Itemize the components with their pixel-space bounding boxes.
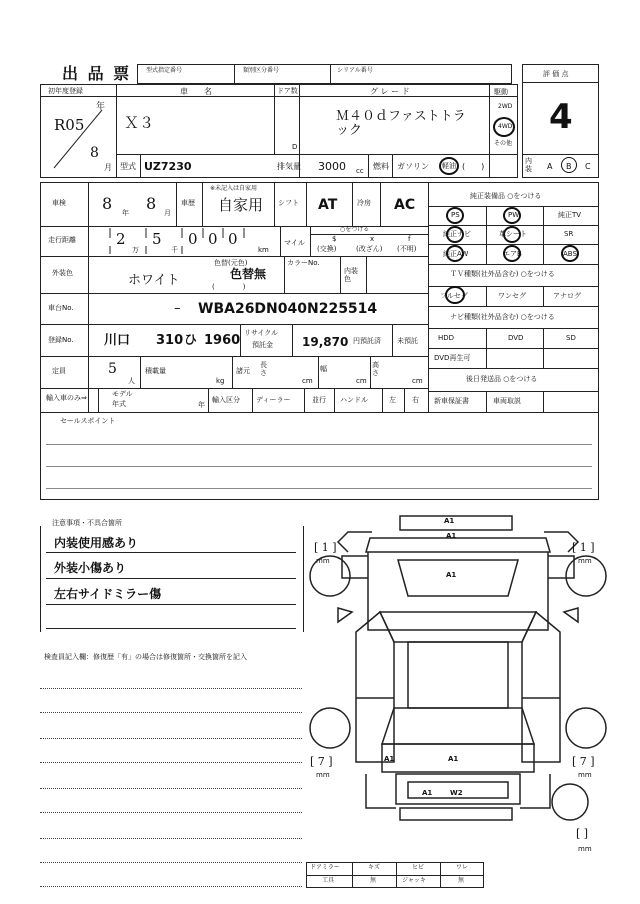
ac-label: 冷房 xyxy=(357,199,371,207)
inspection-label: 車検 xyxy=(52,199,66,207)
interior-b: B xyxy=(566,162,572,171)
legend-cell: ワレ xyxy=(456,864,469,871)
circle-leather xyxy=(503,226,521,243)
reg-class: 310 xyxy=(156,333,184,348)
mark3: f xyxy=(408,235,411,243)
circle-fullseg xyxy=(445,286,465,304)
insp-year-char: 年 xyxy=(122,209,129,217)
handle-label: ハンドル xyxy=(340,396,368,404)
recycle-label1: リサイクル xyxy=(244,329,279,337)
circle-abs xyxy=(561,245,579,262)
grade-label: グ レ ー ド xyxy=(370,87,410,96)
km-char: km xyxy=(258,246,269,254)
later-manual: 車両取説 xyxy=(493,397,521,405)
note-line: 左右サイドミラー傷 xyxy=(54,587,162,601)
tire-rr xyxy=(566,708,606,748)
color-change-label: 色替(元色) xyxy=(214,259,248,267)
tire-rl-depth: [ 7 ] xyxy=(310,755,333,768)
chassis-label: 車台No. xyxy=(48,304,74,312)
damage-label: A1 xyxy=(448,755,459,763)
parallel-option: 並行 xyxy=(312,396,326,404)
note-line: 内装使用感あり xyxy=(54,536,139,550)
mileage-digit: 2 xyxy=(116,230,126,248)
mile-label: マイル xyxy=(284,239,305,247)
first-reg-value: R05 xyxy=(54,116,85,134)
month-char: 月 xyxy=(104,163,112,172)
type-cert-label: 型式指定番号 xyxy=(146,67,183,74)
equip-sr: SR xyxy=(564,230,574,238)
mileage-digit: 5 xyxy=(152,230,162,248)
model-label: 型式 xyxy=(120,162,136,171)
reg-label: 登録No. xyxy=(48,336,74,344)
kg-char: kg xyxy=(216,377,225,385)
tire-fr-value: 1 xyxy=(579,541,587,554)
fuel-label: 燃料 xyxy=(373,162,389,171)
fuel-diesel-circle xyxy=(439,157,459,175)
insp-year: 8 xyxy=(102,194,113,213)
circle-aw xyxy=(446,245,464,262)
grade-line2: ック xyxy=(336,123,363,138)
shift-label: シフト xyxy=(278,199,299,207)
hood xyxy=(398,560,518,596)
color-no-label: カラーNo. xyxy=(287,259,320,267)
circle-ps xyxy=(446,207,464,224)
interior-color-label: 内装色 xyxy=(344,267,358,283)
disp-unit: cc xyxy=(356,167,364,175)
dims-label: 諸元 xyxy=(236,367,250,375)
front-bumper xyxy=(400,516,512,530)
import-class-label: 輸入区分 xyxy=(212,396,240,404)
tire-spare-depth: [ ] xyxy=(576,827,589,840)
serial-label: シリアル番号 xyxy=(337,67,373,74)
later-warranty: 新車保証書 xyxy=(434,397,469,405)
doors-suffix: D xyxy=(292,143,298,151)
usage-value: 自家用 xyxy=(218,196,264,214)
drive-other: その他 xyxy=(494,140,513,147)
damage-label: W2 xyxy=(450,789,463,797)
tire-fr-depth: [ 1 ] xyxy=(572,541,595,554)
disp-label: 排気量 xyxy=(277,162,301,171)
damage-label: A1 xyxy=(446,571,457,579)
mileage-digit: 0 xyxy=(188,230,198,248)
model-value: UZ7230 xyxy=(144,160,192,173)
len-label: 長さ xyxy=(260,361,267,377)
interior-a: A xyxy=(547,162,553,171)
reg-area: 川口 xyxy=(104,333,131,348)
chassis-value: WBA26DN040N225514 xyxy=(198,301,378,317)
doors-label: ドア数 xyxy=(277,87,298,95)
mark2: x xyxy=(370,235,375,243)
legend-cell: ドアミラー xyxy=(310,864,340,871)
mileage-ticks xyxy=(108,228,278,256)
capacity-value: 5 xyxy=(108,361,117,377)
rear-window xyxy=(382,708,534,744)
damage-label: A1 xyxy=(422,789,433,797)
tire-rl-value: 7 xyxy=(317,755,325,768)
mark1: $ xyxy=(332,235,337,243)
color-value: ホワイト xyxy=(128,273,180,288)
tire-rr-depth: [ 7 ] xyxy=(572,755,595,768)
damage-label: A1 xyxy=(446,532,457,540)
recycle-label2: 預託金 xyxy=(252,341,273,349)
fuel-paren: ( ) xyxy=(462,162,485,171)
eval-label: 評 価 点 xyxy=(543,70,569,78)
tire-fl-depth: [ 1 ] xyxy=(314,541,337,554)
legend-cell: 工具 xyxy=(322,877,335,884)
roof xyxy=(408,642,508,708)
car-name-label: 車 名 xyxy=(180,87,212,96)
model-year-label1: モデル xyxy=(112,390,133,398)
reg-num: 1960 xyxy=(204,333,241,348)
insp-month-char: 月 xyxy=(164,209,171,217)
shift-value: AT xyxy=(318,197,338,213)
tire-rl xyxy=(310,708,350,748)
drive-label: 駆動 xyxy=(494,88,508,96)
notes-label: 注意事項・不具合箇所 xyxy=(52,519,122,527)
legend-cell: キズ xyxy=(368,864,380,871)
car-name-value: Ｘ３ xyxy=(124,114,155,132)
tv-fullseg: フルセグ xyxy=(440,292,468,300)
mm-unit: mm xyxy=(316,557,330,565)
first-reg-label: 初年度登録 xyxy=(48,87,83,95)
usage-label: 車歴 xyxy=(181,199,195,207)
import-label: 輸入車のみ⇒ xyxy=(46,394,87,402)
legend-cell: 無 xyxy=(370,877,377,884)
note-line: 外装小傷あり xyxy=(54,561,127,575)
equip-aw: 純正AW xyxy=(443,250,469,258)
class-label: 類別区分番号 xyxy=(243,67,280,74)
recycle-value: 19,870 xyxy=(302,335,349,349)
reg-kana: ひ xyxy=(184,333,198,348)
mark1-sub: (交換) xyxy=(317,245,337,253)
nav-hdd: HDD xyxy=(438,334,455,342)
front-panel xyxy=(366,538,550,552)
drive-2wd: 2WD xyxy=(498,103,513,110)
tv-analog: アナログ xyxy=(553,292,581,300)
color-change-value: 色替無 xyxy=(230,267,267,281)
windshield xyxy=(380,612,536,642)
damage-label: A1 xyxy=(384,755,395,763)
legend-cell: ジャッキ xyxy=(402,877,426,884)
mm-unit: mm xyxy=(316,771,330,779)
capacity-unit: 人 xyxy=(128,377,135,385)
header-box xyxy=(137,64,512,84)
left-doors xyxy=(356,612,394,762)
rear-bumper xyxy=(400,808,512,820)
nav-sd: SD xyxy=(566,334,576,342)
capacity-label: 定員 xyxy=(52,367,66,375)
mark3-sub: (不明) xyxy=(397,245,417,253)
mark2-sub: (改ざん) xyxy=(356,245,383,253)
reg-month-value: 8 xyxy=(90,145,99,161)
equipment-title: 純正装備品 ○をつける xyxy=(470,192,542,200)
cm-char: cm xyxy=(356,377,367,385)
sen-char: 千 xyxy=(171,246,178,254)
ac-value: AC xyxy=(394,197,416,213)
mm-unit: mm xyxy=(578,557,592,565)
mileage-digit: 0 xyxy=(228,230,238,248)
usage-note: ※未記入は自家用 xyxy=(210,185,258,192)
equip-ps: PS xyxy=(451,211,460,219)
mileage-label: 走行距離 xyxy=(48,236,76,244)
load-label: 積載量 xyxy=(145,367,166,375)
legend-cell: 無 xyxy=(458,877,465,884)
equip-pw: PW xyxy=(508,211,520,219)
nav-dvd: DVD xyxy=(508,334,524,342)
tv-title: ＴＶ種類(社外品含む) ○をつける xyxy=(450,270,555,278)
disp-value: 3000 xyxy=(318,160,346,173)
right-option: 右 xyxy=(412,396,419,404)
drive-4wd: 4WD xyxy=(498,123,513,130)
man-char: 万 xyxy=(132,246,139,254)
later-title: 後日発送品 ○をつける xyxy=(466,375,538,383)
tire-spare xyxy=(552,784,588,820)
circle-pw xyxy=(503,207,521,224)
insp-month: 8 xyxy=(146,194,157,213)
reg-slash xyxy=(50,108,110,172)
equip-leather: 革シート xyxy=(499,230,527,238)
equip-nav: 純正ナビ xyxy=(443,230,471,238)
sales-point-label: セールスポイント xyxy=(60,417,116,425)
interior-c: C xyxy=(585,162,591,171)
legend-cell: ヒビ xyxy=(412,864,425,871)
model-year-label2: 年式 xyxy=(112,400,126,408)
eval-score: 4 xyxy=(549,97,573,137)
mileage-digit: 0 xyxy=(208,230,218,248)
recycle-paid: 円預託済 xyxy=(353,337,381,345)
equip-tv: 純正TV xyxy=(558,211,582,219)
color-label: 外装色 xyxy=(52,269,73,277)
dvd-label: DVD再生可 xyxy=(434,354,471,362)
circle-airbag xyxy=(503,245,521,262)
equip-abs: ABS xyxy=(563,250,577,258)
dealer-option: ディーラー xyxy=(256,396,291,404)
wid-label: 幅 xyxy=(320,365,327,373)
tv-oneseg: ワンセグ xyxy=(498,292,526,300)
interior-label: 内装 xyxy=(525,157,532,173)
equip-airbag: エアB xyxy=(503,250,522,258)
damage-label: A1 xyxy=(444,517,455,525)
chassis-dash: – xyxy=(174,301,181,316)
mm-unit: mm xyxy=(578,845,592,853)
recycle-unpaid: 未預託 xyxy=(397,337,418,345)
inspector-label: 検査員記入欄：修復歴「有」の場合は修復箇所・交換箇所を記入 xyxy=(44,653,247,661)
left-option: 左 xyxy=(389,396,396,404)
model-year-char: 年 xyxy=(198,401,205,409)
hei-label: 高さ xyxy=(372,361,379,377)
fuel-gas: ガソリン xyxy=(397,162,429,171)
tire-fl-value: 1 xyxy=(321,541,329,554)
grade-line1: Ｍ４０ｄファストトラ xyxy=(336,109,466,124)
tire-rr-value: 7 xyxy=(579,755,587,768)
mark-label: ○をつける xyxy=(340,226,370,233)
fuel-diesel: 軽油 xyxy=(442,162,456,170)
nav-title: ナビ種類(社外品含む) ○をつける xyxy=(450,313,555,321)
hood-outline xyxy=(368,552,548,630)
drive-4wd-circle xyxy=(493,117,515,137)
mm-unit: mm xyxy=(578,771,592,779)
circle-nav xyxy=(446,226,464,243)
right-doors xyxy=(522,612,560,762)
color-paren: ( ) xyxy=(212,283,246,291)
cm-char: cm xyxy=(412,377,423,385)
form-title: 出 品 票 xyxy=(62,64,132,83)
cm-char: cm xyxy=(302,377,313,385)
interior-box xyxy=(522,154,599,178)
year-char: 年 xyxy=(96,102,106,112)
